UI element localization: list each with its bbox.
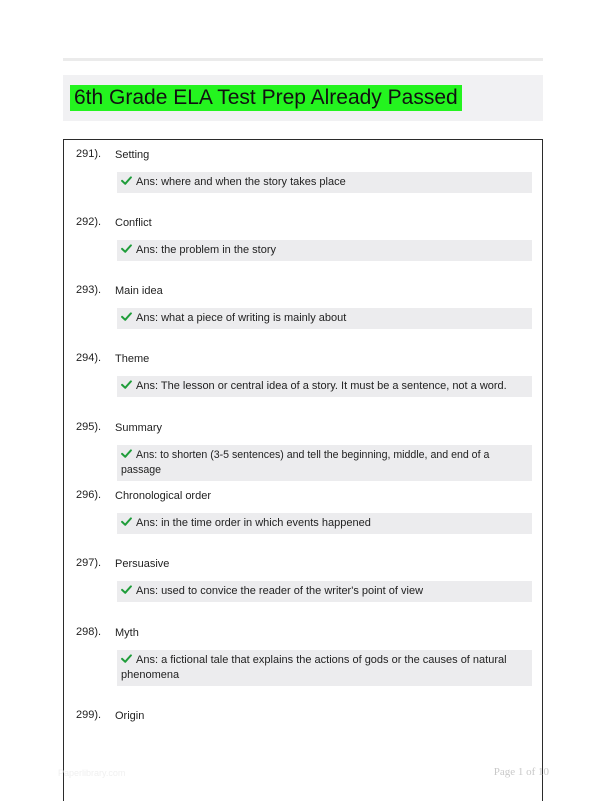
check-icon <box>121 379 132 390</box>
answer-box <box>117 581 532 602</box>
answer-text: Ans: The lesson or central idea of a story. It must be a sentence, not a word. <box>136 380 507 392</box>
question-number: 296). <box>76 489 102 501</box>
check-icon <box>121 311 132 322</box>
question-term: Chronological order <box>115 490 211 502</box>
check-icon <box>121 584 132 595</box>
question-term: Main idea <box>115 285 163 297</box>
answer-box <box>117 650 532 686</box>
question-term: Origin <box>115 710 145 722</box>
qa-list <box>63 139 543 801</box>
question-number: 293). <box>76 284 102 296</box>
document-title: 6th Grade ELA Test Prep Already Passed <box>70 85 462 111</box>
question-number: 299). <box>76 709 102 721</box>
check-icon <box>121 175 132 186</box>
answer-text: Ans: used to convice the reader of the writer's point of view <box>136 585 424 597</box>
question-number: 295). <box>76 421 102 433</box>
answer-box <box>117 308 532 329</box>
question-number: 291). <box>76 148 102 160</box>
question-number: 292). <box>76 216 102 228</box>
question-term: Myth <box>115 627 139 639</box>
answer-box <box>117 172 532 193</box>
check-icon <box>121 516 132 527</box>
footer-watermark: Paperlibrary.com <box>58 768 126 778</box>
question-term: Summary <box>115 422 163 434</box>
question-term: Theme <box>115 353 150 365</box>
top-divider <box>63 58 543 61</box>
answer-box <box>117 445 532 481</box>
check-icon <box>121 243 132 254</box>
question-term: Persuasive <box>115 558 170 570</box>
check-icon <box>121 448 132 459</box>
question-number: 298). <box>76 626 102 638</box>
page-number: Page 1 of 10 <box>493 766 549 778</box>
answer-text: Ans: where and when the story takes place <box>136 176 346 188</box>
answer-box <box>117 513 532 534</box>
answer-text: Ans: in the time order in which events happened <box>136 517 371 529</box>
answer-text: Ans: what a piece of writing is mainly about <box>136 312 347 324</box>
answer-box <box>117 376 532 397</box>
question-term: Conflict <box>115 217 152 229</box>
check-icon <box>121 653 132 664</box>
question-number: 294). <box>76 352 102 364</box>
question-term: Setting <box>115 149 150 161</box>
question-number: 297). <box>76 557 102 569</box>
answer-text: Ans: a fictional tale that explains the actions of gods or the causes of natural phenomena <box>121 654 507 681</box>
answer-box <box>117 240 532 261</box>
answer-text: Ans: the problem in the story <box>136 244 277 256</box>
answer-text: Ans: to shorten (3-5 sentences) and tell the beginning, middle, and end of a passage <box>121 449 490 476</box>
